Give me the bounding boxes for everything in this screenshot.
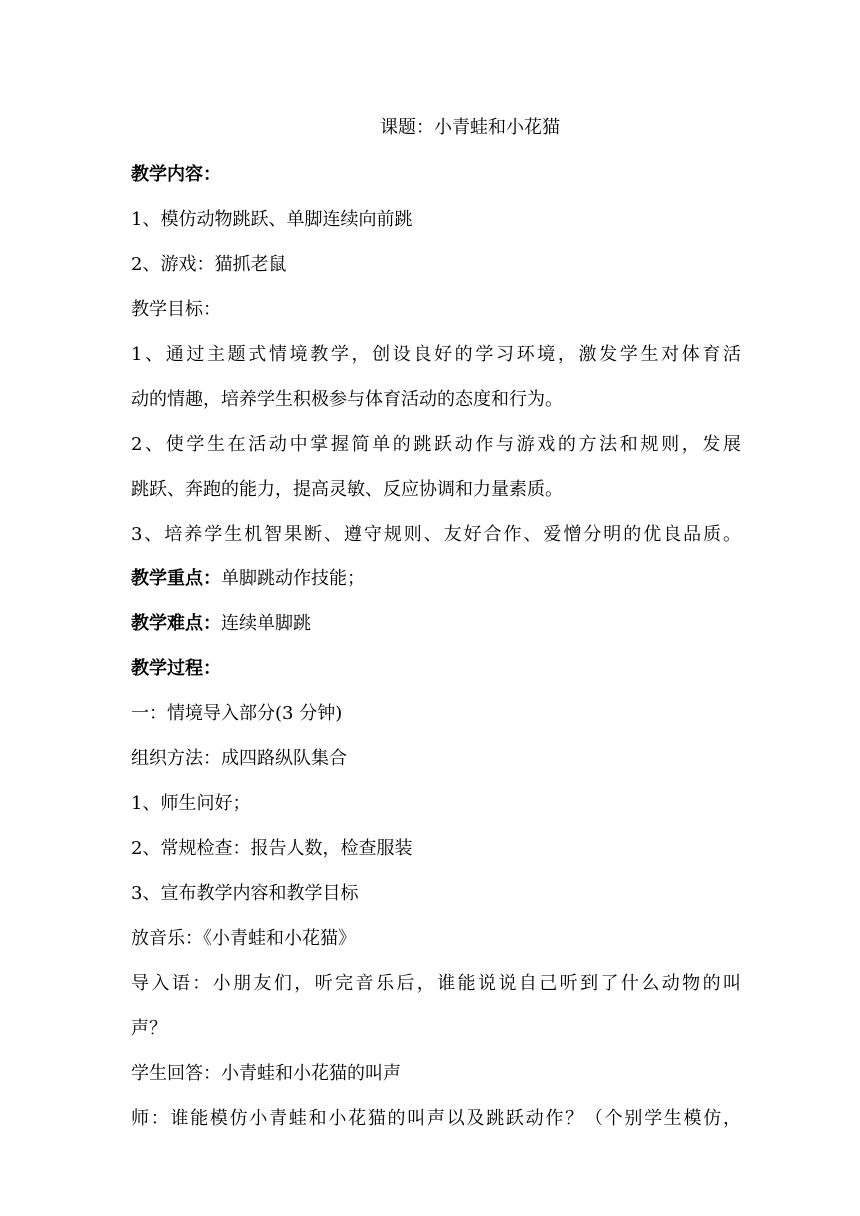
process-section-heading: 一：情境导入部分(3 分钟) (131, 703, 343, 724)
process-step: 3、宣布教学内容和教学目标 (131, 883, 359, 904)
difficulty-value: 连续单脚跳 (221, 613, 311, 634)
teaching-content-item: 1、模仿动物跳跃、单脚连续向前跳 (131, 209, 413, 230)
key-point-row (131, 567, 741, 591)
goal-paragraph-line: 跳跃、奔跑的能力，提高灵敏、反应协调和力量素质。 (131, 479, 563, 500)
difficulty-row (131, 612, 741, 636)
goal-paragraph-line: 2、使学生在活动中掌握简单的跳跃动作与游戏的方法和规则，发展 (131, 434, 741, 455)
key-point-label: 教学重点： (131, 568, 221, 589)
process-text: 声？ (131, 1018, 167, 1039)
process-text: 导入语：小朋友们，听完音乐后，谁能说说自己听到了什么动物的叫 (131, 973, 741, 994)
teaching-goals-heading: 教学目标： (131, 299, 221, 320)
lesson-title: 课题：小青蛙和小花猫 (380, 117, 560, 138)
process-text: 学生回答：小青蛙和小花猫的叫声 (131, 1063, 401, 1084)
goal-paragraph-line: 3、培养学生机智果断、遵守规则、友好合作、爱憎分明的优良品质。 (131, 524, 741, 545)
process-text: 组织方法：成四路纵队集合 (131, 748, 347, 769)
process-step: 2、常规检查：报告人数，检查服装 (131, 838, 413, 859)
teaching-content-heading: 教学内容： (131, 164, 221, 185)
difficulty-label: 教学难点： (131, 613, 221, 634)
goal-paragraph-line: 1、通过主题式情境教学，创设良好的学习环境，激发学生对体育活 (131, 344, 741, 365)
teaching-content-item: 2、游戏：猫抓老鼠 (131, 254, 287, 275)
process-step: 1、师生问好； (131, 793, 251, 814)
key-point-value: 单脚跳动作技能； (221, 568, 365, 589)
process-text: 放音乐：《小青蛙和小花猫》 (131, 928, 356, 949)
process-text: 师：谁能模仿小青蛙和小花猫的叫声以及跳跃动作？（个别学生模仿， (131, 1108, 741, 1129)
goal-paragraph-line: 动的情趣，培养学生积极参与体育活动的态度和行为。 (131, 389, 563, 410)
teaching-process-heading: 教学过程： (131, 658, 221, 679)
